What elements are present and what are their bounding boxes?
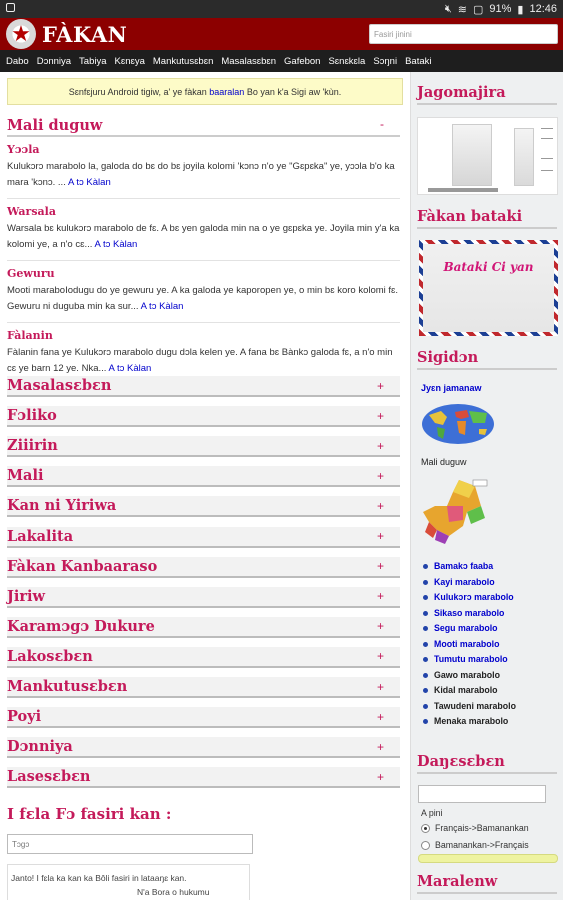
item-excerpt [7, 283, 400, 315]
star-logo-icon[interactable]: ★ [6, 19, 36, 49]
bullet-icon [423, 626, 428, 631]
expand-toggle[interactable]: + [376, 739, 384, 754]
town-name: Segu marabolo [434, 623, 498, 633]
expand-toggle[interactable]: + [376, 378, 384, 393]
town-list-item[interactable] [423, 606, 516, 622]
section-title: Poyi [7, 708, 42, 726]
item-text: Fàlanin fana ye Kulukɔrɔ marabolo dugu dɔla kelen ye. A fana bɛ Bànkɔ galoda fɛ, a n'o min cɛ ye barn 12 ye. Nka... [7, 347, 393, 374]
list-item [7, 137, 400, 199]
android-app-notice [7, 78, 403, 105]
section-title: Ziiirin [7, 437, 58, 455]
advertisement-image[interactable] [417, 117, 558, 195]
accordion-section[interactable] [7, 496, 400, 517]
item-title[interactable]: Warsala [7, 205, 56, 218]
dictionary-title: Daŋɛsɛbɛn [417, 753, 557, 774]
site-header [0, 18, 563, 50]
accordion-section[interactable] [7, 376, 400, 397]
bullet-icon [423, 580, 428, 585]
bullet-icon [423, 595, 428, 600]
town-list-item[interactable] [423, 699, 516, 715]
section-title: Kan ni Yiriwa [7, 497, 117, 515]
dictionary-field-label: A pini [421, 808, 443, 818]
notice-text-after: Bo yan k'a Sigi aw 'kùn. [246, 86, 342, 97]
comment-textarea[interactable] [7, 864, 250, 900]
section-title: Lakalita [7, 527, 74, 545]
mute-icon: 🔇︎ [444, 2, 452, 15]
nav-item[interactable]: Mankutusɛbɛn [152, 55, 214, 67]
main-nav [0, 50, 563, 72]
bullet-icon [423, 642, 428, 647]
expand-toggle[interactable]: + [376, 679, 384, 694]
expand-toggle[interactable]: + [376, 408, 384, 423]
section-title: Lasesɛbɛn [7, 768, 91, 786]
read-more-link[interactable]: A tɔ Kàlan [94, 239, 138, 250]
mali-duguw-header[interactable] [7, 117, 400, 137]
bullet-icon [423, 611, 428, 616]
section-title: Lakosɛbɛn [7, 647, 93, 665]
battery-percent: 91% [489, 3, 512, 15]
world-map-image[interactable] [421, 403, 495, 445]
item-title[interactable]: Yɔɔla [7, 143, 40, 156]
collapse-toggle[interactable]: - [380, 117, 384, 131]
expand-toggle[interactable]: + [376, 468, 384, 483]
bullet-icon [423, 673, 428, 678]
nav-item[interactable]: Bataki [405, 55, 432, 67]
mali-map-image[interactable] [419, 476, 493, 546]
main-content [0, 72, 410, 900]
notice-app-link[interactable]: baaralan [209, 86, 245, 97]
radio-icon[interactable] [421, 841, 430, 850]
read-more-link[interactable]: A tɔ Kàlan [108, 363, 152, 374]
sigidon-title: Sigidɔn [417, 349, 557, 370]
expand-toggle[interactable]: + [376, 649, 384, 664]
nav-item[interactable]: Sɔŋni [373, 55, 398, 67]
town-list-item[interactable] [423, 590, 516, 606]
section-title: Mali [7, 467, 44, 485]
comment-note-line1: Janto! I fɛla ka kan ka Bôli fasiri in lataaŋɛ kan. [11, 873, 187, 883]
nav-item[interactable]: Sɛnɛkɛla [328, 55, 366, 67]
town-list [423, 559, 516, 730]
bullet-icon [423, 657, 428, 662]
item-text: Warsala bɛ kulukɔrɔ marabolo de fɛ. A bɛ yen galoda min na o ye gɛpɛka ye. Joyila min y'a ka kolomi ye, a n'o cɛ... [7, 223, 400, 250]
screenshot-icon [6, 3, 15, 12]
expand-toggle[interactable]: + [376, 498, 384, 513]
accordion-section[interactable] [7, 406, 400, 427]
world-countries-link[interactable]: Jyɛn jamanaw [421, 383, 482, 393]
section-title: Mali duguw [7, 117, 103, 134]
option-bm-fr[interactable] [421, 840, 529, 850]
option-fr-bm-label: Français->Bamanankan [435, 823, 529, 833]
item-text: Kulukɔrɔ marabolo la, galoda do bɛ do bɛ joyila kolomi 'kɔnɔ n'o ye "Gɛpɛka" ye, yɔɔla b'o ka mara 'kɔnɔ. ... [7, 161, 395, 188]
bullet-icon [423, 688, 428, 693]
item-text: Mooti maraboIodugu do ye gewuru ye. A ka galoda ye kaporopen ye, o min bɛ koro kolomi fɛ. Gewuru ni duguba min ka sur... [7, 285, 399, 312]
nav-item[interactable]: Dabo [6, 55, 29, 67]
list-item [7, 261, 400, 323]
section-title: Fɔliko [7, 407, 57, 425]
town-name: Tumutu marabolo [434, 654, 508, 664]
nav-item[interactable]: Tabiya [79, 55, 107, 67]
read-more-link[interactable]: A tɔ Kàlan [67, 177, 111, 188]
town-name: Tawudeni marabolo [434, 700, 516, 711]
sidebar [410, 72, 563, 900]
town-name: Mooti marabolo [434, 638, 500, 649]
town-name: Bamakɔ faaba [434, 561, 494, 571]
town-name: Kayi marabolo [434, 576, 495, 587]
dictionary-search-button[interactable] [418, 854, 558, 863]
battery-icon: ▮ [517, 3, 524, 16]
expand-toggle[interactable]: + [376, 529, 384, 543]
town-list-item[interactable] [423, 559, 516, 575]
item-excerpt [7, 221, 400, 253]
maralenw-title: Maralenw [417, 873, 557, 894]
expand-toggle[interactable]: + [376, 769, 384, 784]
town-list-item[interactable] [423, 652, 516, 668]
option-bm-fr-label: Bamanankan->Français [435, 840, 529, 850]
section-title: Dɔnniya [7, 738, 73, 756]
search-input[interactable]: Fasiri jinini [369, 24, 558, 44]
nav-item[interactable]: Kɛnɛya [114, 55, 145, 67]
accordion-section[interactable] [7, 587, 400, 608]
bataki-title: Fàkan bataki [417, 208, 557, 229]
bullet-icon [423, 564, 428, 569]
radio-selected-icon[interactable] [421, 824, 430, 833]
accordion-section[interactable] [7, 767, 400, 788]
comment-title: I fɛla Fɔ fasiri kan : [7, 805, 172, 823]
notice-text-before: Sɛnfɛjuru Android tigiw, a' ye fàkan [68, 86, 207, 97]
section-title: Fàkan Kanbaaraso [7, 557, 158, 575]
town-name: Kidal marabolo [434, 685, 498, 695]
section-title: Jiriw [7, 587, 45, 605]
list-item [7, 199, 400, 261]
option-fr-bm[interactable] [421, 823, 529, 833]
expand-toggle[interactable]: + [376, 559, 384, 574]
nav-item[interactable]: Dɔnniya [36, 55, 72, 67]
accordion-section[interactable] [7, 677, 400, 698]
brand-name[interactable]: FÀKAN [42, 21, 128, 47]
town-list-item[interactable] [423, 575, 516, 591]
accordion-section[interactable] [7, 436, 400, 457]
nav-item[interactable]: Masalasɛbɛn [221, 55, 277, 67]
item-excerpt [7, 345, 400, 377]
accordion-section[interactable] [7, 557, 400, 578]
item-excerpt [7, 159, 400, 191]
town-list-item[interactable] [423, 714, 516, 730]
send-letter-label: Bataki Ci yan [443, 260, 534, 274]
accordion-section[interactable] [7, 647, 400, 668]
wifi-icon: ≋ [457, 3, 467, 16]
accordion-section[interactable] [7, 707, 400, 728]
dictionary-search-input[interactable] [418, 785, 546, 803]
section-title: Masalasɛbɛn [7, 377, 112, 394]
expand-toggle[interactable]: + [376, 589, 384, 604]
town-name: Kulukɔrɔ marabolo [434, 592, 514, 602]
town-name: Sikaso marabolo [434, 607, 505, 618]
send-letter-banner[interactable] [419, 240, 558, 336]
mali-towns-label: Mali duguw [421, 457, 467, 467]
town-list-item[interactable] [423, 683, 516, 699]
town-name: Menaka marabolo [434, 716, 509, 726]
bullet-icon [423, 704, 428, 709]
bullet-icon [423, 719, 428, 724]
expand-toggle[interactable]: + [376, 709, 384, 724]
nav-item[interactable]: Gafebon [284, 55, 321, 67]
town-list-item[interactable] [423, 621, 516, 637]
expand-toggle[interactable]: + [376, 619, 384, 634]
comment-note-line2: N'a Bora o hukumu [137, 887, 210, 897]
town-list-item[interactable] [423, 668, 516, 684]
accordion-section[interactable] [7, 527, 400, 548]
clock: 12:46 [529, 3, 557, 15]
accordion-section[interactable] [7, 617, 400, 638]
read-more-link[interactable]: A tɔ Kàlan [140, 301, 184, 312]
section-title: Karamɔgɔ Dukure [7, 617, 155, 635]
accordion-section[interactable] [7, 737, 400, 758]
status-bar [0, 0, 563, 18]
expand-toggle[interactable]: + [376, 438, 384, 453]
no-sim-icon: ▢ [472, 3, 484, 16]
section-title: Mankutusɛbɛn [7, 678, 128, 695]
town-list-item[interactable] [423, 637, 516, 653]
jagomajira-title: Jagomajira [417, 84, 557, 105]
town-name: Gawo marabolo [434, 669, 500, 680]
item-title[interactable]: Gewuru [7, 267, 55, 280]
accordion-section[interactable] [7, 466, 400, 487]
name-input[interactable]: Tɔgɔ [7, 834, 253, 854]
item-title[interactable]: Fàlanin [7, 329, 53, 342]
